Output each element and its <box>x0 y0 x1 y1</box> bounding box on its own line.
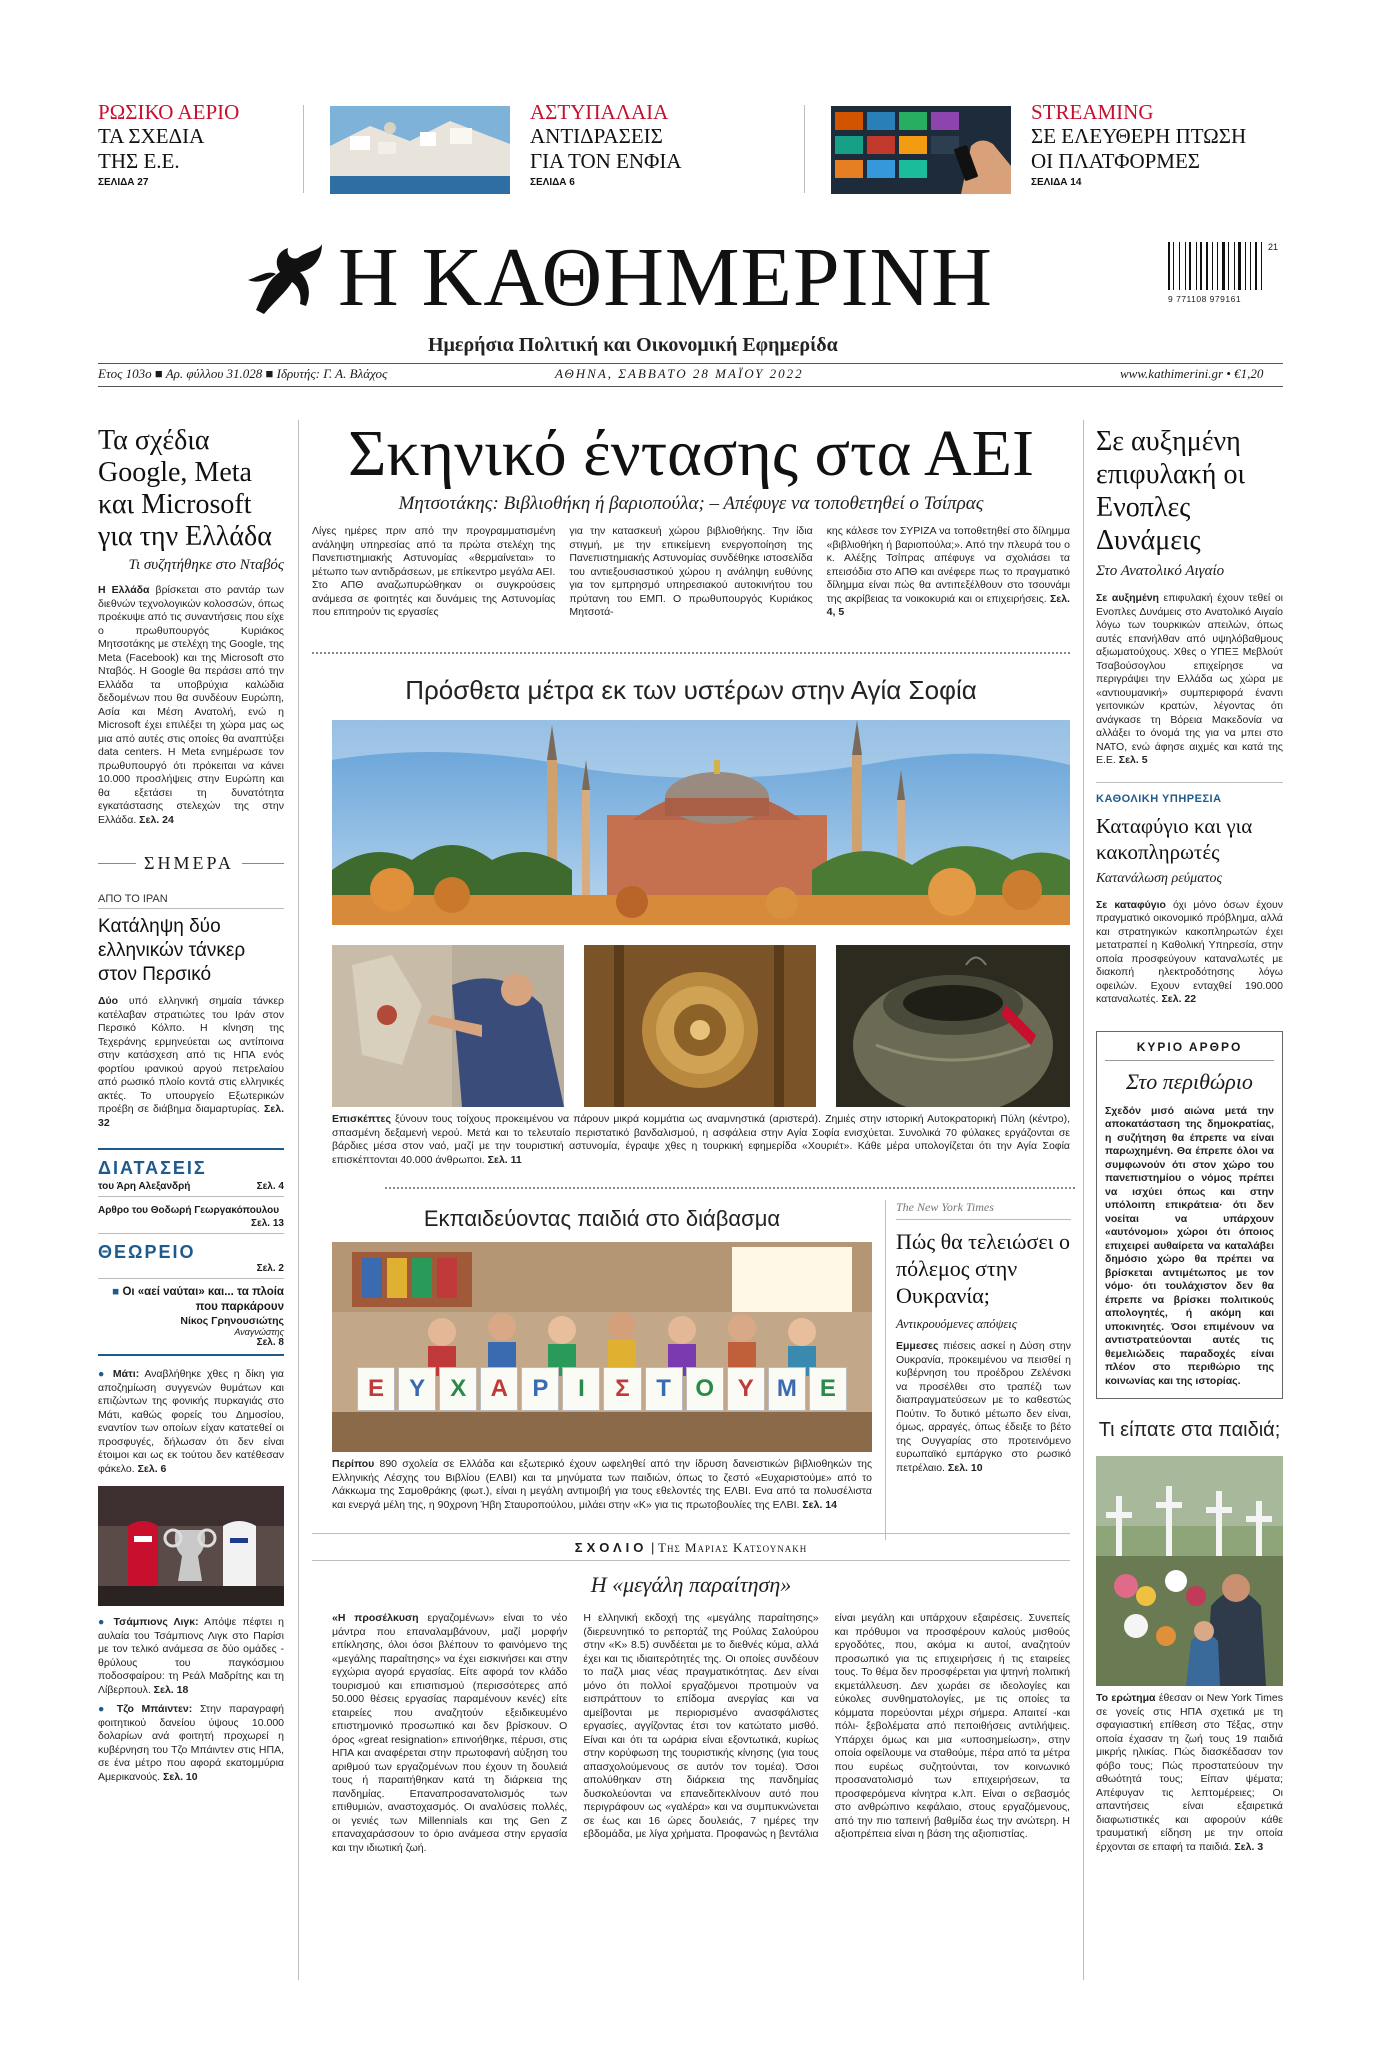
lead-word: Η Ελλάδα <box>98 584 150 596</box>
brief-text: Στην παραγραφή φοιτητικού δανείου ύψους 10.000 δολαρίων ανά φοιτητή προχωρεί η κυβέρνηση του Τζο Μπάιντεν στις ΗΠΑ, σε ένα μέτρο που αφορά εκατομμύρια Αμερικανούς. <box>98 1703 285 1783</box>
service-kicker: ΚΑΘΟΛΙΚΗ ΥΠΗΡΕΣΙΑ <box>1096 792 1222 805</box>
theoreio-author: Νίκος Γρηνουσιώτης <box>180 1315 284 1327</box>
lead-body <box>312 525 1070 620</box>
body-text: υπό ελληνική σημαία τάνκερ κατέλαβαν στρατιώτες του Ιράν στον Περσικό Κόλπο. Η κίνηση της Τεχεράνης ερμηνεύεται ως αντίποινα στην κατάσχεση από τις ΗΠΑ ενός φορτίου ιρανικού αργού πετρελαίου από ρωσικό πλοίο κοντά στις ελληνικές ακτές. Το υπουργείο Εξωτερικών προέβη σε διάβημα διαμαρτυρίας. <box>98 995 284 1115</box>
service-body <box>1096 899 1283 1007</box>
column-body <box>332 1612 1070 1855</box>
column-separator: | <box>647 1540 659 1555</box>
brief-lead: Τσάμπιονς Λιγκ: <box>113 1616 199 1628</box>
column-label: ΣΧΟΛΙΟ <box>574 1540 648 1555</box>
sign-letter: Ε <box>357 1367 395 1411</box>
left-feature-body <box>98 584 284 827</box>
strip-headline: ΑΝΤΙΔΡΑΣΕΙΣ ΓΙΑ ΤΟΝ ΕΝΦΙΑ <box>530 124 682 173</box>
sign-letter: Α <box>480 1367 518 1411</box>
column-col-3: είναι μεγάλη και υπάρχουν εξαιρέσεις. Συνεπείς και πρόθυμοι να προσφέρουν καλούς μισθούς εργοδότες, που, ακόμα κι αυτοί, αναζητούν προσωπικό για τις επιχειρήσεις ή τις εταιρείες τους. Το θέμα δεν προσφέρεται για ψτηνή πολιτική εκμετάλλευση. Δεν χωράει σε ιδεολογίες και εύκολες συνθηματολογίες, με τις οποίες τα κόμματα πορεύονται μέχρι σήμερα. Απαιτεί -και πόλι- ξεβολέματα από πεποιθήσεις αντιλήψεις. Υπάρχει όμως και μια «υποσημείωση», στην οποία οφείλουμε να σταθούμε, πέρα από τα μέτρα που ευρέως συζητούνται, τον κοινωνικό προσανατολισμό των επιχειρήσεων, τα προσφερόμενα κίνητρα κ.λπ. Είναι ο σεβασμός στο ανθρώπινο κεφάλαιο, στους εργαζόμενους, από την πιο ταπεινή βαθμίδα έως την ανώτερη. Η αξιοπρέπεια είναι η βάση της αξιοπιστίας. <box>834 1612 1070 1840</box>
barcode-bar <box>1261 242 1263 290</box>
lead-subhead: Μητσοτάκης: Βιβλιοθήκη ή βαριοπούλα; – Απέφυγε να τοποθετηθεί ο Τσίπρας <box>398 493 984 514</box>
children-headline[interactable]: Εκπαιδεύοντας παιδιά στο διάβασμα <box>423 1206 781 1231</box>
strip-kicker: ΑΣΤΥΠΑΛΑΙΑ <box>530 100 669 124</box>
theoreio-role: Αναγνώστης <box>234 1327 284 1337</box>
lead-word: Σε αυξημένη <box>1096 592 1159 604</box>
barcode-bar <box>1255 242 1257 290</box>
theoreio-headline <box>98 1285 284 1315</box>
today-headline: Κατάληψη δύο ελληνικών τάνκερ στον Περσικό <box>98 916 246 985</box>
today-label: ΣΗΜΕΡΑ <box>136 853 242 874</box>
round-bullet-icon: ● <box>98 1703 117 1715</box>
sign-letter: Υ <box>727 1367 765 1411</box>
editorial-headline: Στο περιθώριο <box>1126 1068 1253 1094</box>
barcode-bar <box>1200 242 1202 290</box>
barcode-bar <box>1245 242 1246 290</box>
page-ref: Σελ. 22 <box>1161 993 1197 1005</box>
barcode-bar <box>1198 242 1199 290</box>
strip-page-ref: ΣΕΛΙΔΑ 14 <box>1031 177 1082 188</box>
barcode-bar <box>1168 242 1170 290</box>
strip-kicker: STREAMING <box>1031 100 1154 124</box>
lead-story[interactable] <box>312 415 1070 620</box>
barcode-bar <box>1242 242 1244 290</box>
strip-headline: ΤΑ ΣΧΕΔΙΑ ΤΗΣ Ε.Ε. <box>98 124 204 173</box>
children-photo[interactable] <box>332 1242 872 1452</box>
masthead-info-right: www.kathimerini.gr • €1,20 <box>1120 366 1264 381</box>
page-ref: Σελ. 24 <box>139 813 174 826</box>
strip-item-russian-gas[interactable] <box>98 100 298 188</box>
barcode-bar <box>1234 242 1235 290</box>
hagia-sophia-main-photo[interactable] <box>332 720 1070 925</box>
barcode-bar <box>1236 242 1237 290</box>
griffin-logo-icon <box>246 240 326 318</box>
right-feature[interactable] <box>1096 425 1283 768</box>
brief-lead: Μάτι: <box>112 1368 140 1380</box>
barcode-bar <box>1247 242 1248 290</box>
today-label-row <box>98 853 284 875</box>
nyt-story[interactable] <box>896 1200 1071 1475</box>
service-story[interactable] <box>1096 793 1283 1007</box>
nyt-body <box>896 1340 1071 1475</box>
theoreio-section[interactable] <box>98 1242 284 1348</box>
children-caption <box>332 1458 872 1512</box>
today-kicker: ΑΠΟ ΤΟ ΙΡΑΝ <box>98 893 284 909</box>
item-page: Σελ. 4 <box>256 1181 284 1192</box>
lead-col-3 <box>827 525 1070 620</box>
sign-letter: Τ <box>645 1367 683 1411</box>
hagia-sophia-caption <box>332 1113 1070 1167</box>
barcode-bars <box>1168 242 1266 290</box>
brief-text: Απόψε πέφτει η αυλαία του Τσάμπιονς Λιγκ στο Παρίσι με τον τελικό ανάμεσα σε δύο ομάδες - θρύλους του παγκόσμιου ποδοσφαίρου: τη Ρεάλ Μαδρίτης και τη Λίβερπουλ. <box>98 1616 284 1696</box>
brief-biden[interactable] <box>98 1703 284 1784</box>
barcode-bar <box>1222 242 1224 290</box>
editorial-box[interactable] <box>1096 1031 1283 1400</box>
barcode-bar <box>1226 242 1227 290</box>
page-ref: Σελ. 10 <box>947 1461 983 1474</box>
lead-word: Εμμεσες <box>896 1340 939 1352</box>
barcode-bar <box>1196 242 1197 290</box>
barcode-bar <box>1185 242 1186 290</box>
sign-letter: Ε <box>809 1367 847 1411</box>
diataseis-section[interactable] <box>98 1158 284 1234</box>
editorial-label: ΚΥΡΙΟ ΑΡΘΡΟ <box>1105 1040 1274 1061</box>
right-feature-headline: Σε αυξημένη επιφυλακή οι Ενοπλες Δυνάμεις <box>1096 426 1245 556</box>
page-ref: Σελ. 14 <box>802 1498 837 1511</box>
top-strip <box>98 100 1283 200</box>
theoreio-headline-text: Οι «αεί ναύται» και... τα πλοία που παρκάρουν <box>122 1286 284 1313</box>
barcode-bar <box>1210 242 1211 290</box>
strip-page-ref: ΣΕΛΙΔΑ 27 <box>98 177 149 188</box>
kids-caption <box>1096 1692 1283 1854</box>
page-ref: Σελ. 4, 5 <box>826 592 1070 618</box>
lead-col-2: για την κατασκευή χώρου βιβλιοθήκης. Την ίδια στιγμή, με την επικείμενη ενεργοποίηση της Πανεπιστημιακής Αστυνομίας συνδέθηκε ιστοσελίδα του αντιεξουσιαστικού χώρου η ανάληψη ευθύνης για τον εμπρησμό υπηρεσιακού αυτοκινήτου του πρύτανη του ΕΜΠ. Ο πρωθυπουργός Κυριάκος Μητσοτά- <box>569 525 813 618</box>
barcode-bar <box>1264 242 1265 290</box>
lead-headline: Σκηνικό έντασης στα ΑΕΙ <box>348 417 1034 490</box>
strip-item-streaming[interactable] <box>1031 100 1291 188</box>
masthead-date: ΑΘΗΝΑ, ΣΑΒΒΑΤΟ 28 ΜΑΪΟΥ 2022 <box>555 366 804 381</box>
lead-word: Το ερώτημα <box>1096 1692 1156 1704</box>
today-story[interactable] <box>98 893 284 1130</box>
sign-letter: Ο <box>686 1367 724 1411</box>
barcode-bar <box>1238 242 1240 290</box>
barcode-bar <box>1206 242 1208 290</box>
barcode-bar <box>1253 242 1254 290</box>
nyt-headline: Πώς θα τελειώσει ο πόλεμος στην Ουκρανία; <box>896 1229 1071 1308</box>
barcode-bar <box>1203 242 1204 290</box>
sign-letter: Ι <box>562 1367 600 1411</box>
kids-headline[interactable]: Τι είπατε στα παιδιά; <box>1098 1419 1281 1441</box>
round-bullet-icon: ● <box>98 1616 114 1628</box>
sign-letter: Μ <box>768 1367 806 1411</box>
masthead-title[interactable]: Η ΚΑΘΗΜΕΡΙΝΗ <box>338 231 993 324</box>
hagia-sophia-wall-photo[interactable] <box>332 945 564 1107</box>
issue-code: 21 <box>1268 242 1279 252</box>
square-bullet-icon: ■ <box>112 1286 123 1298</box>
champions-league-photo[interactable] <box>98 1486 284 1606</box>
caption-text: ξύνουν τους τοίχους προκειμένου να πάρουν μικρά κομμάτια ως αναμνηστικά (αριστερά). Ζημιές στην ιστορική Αυτοκρατορική Πύλη (κέντρο), σπασμένη δεξαμενή νερού. Μετά και το τελευταίο περιστατικό βανδαλισμού, η ασφάλεια στην Αγία Σοφία ενισχύεται. Συνολικά 70 φύλακες εργάζονται σε βάρδιες μέσα στον ναό, μαζί με την τουριστική αστυνομία, έγραψε χθες η τουρκική εφημερίδα «Χουριέτ». Κάθε μέρα υπολογίζεται ότι την Αγία Σοφία επισκέπτονται 40.000 άνθρωποι. <box>332 1113 1070 1166</box>
item-text: Αρθρο του Θοδωρή Γεωργακόπουλου <box>98 1205 280 1216</box>
diataseis-item[interactable] <box>98 1179 284 1197</box>
thank-you-signs <box>357 1367 847 1411</box>
editorial-body: Σχεδόν μισό αιώνα μετά την αποκατάσταση της δημοκρατίας, η συζήτηση θα έπρεπε να είναι παρωχημένη. Θα έπρεπε όλοι να συμφωνούν ότι στον χώρο του πανεπιστημίου ο νόμος πρέπει να ισχύει όπως και στην υπόλοιπη επικράτεια· ότι δεν νοείται να υπάρχουν «αυτόνομοι» χώροι ότι όποιος επιχειρεί αυθαίρετα να καταλάβει δημόσιο χώρο θα πρέπει να βρίσκεται αντιμέτωπος με τον νόμο· ότι τουλάχιστον δεν θα έπρεπε να βρίσκει πολιτικούς απολογητές, ή ακόμη και υποκινητές. Όσοι επιμένουν να αντιστρατεύονται αυτές τις θεμελιώδεις παραδοχές είναι πλέον στο περιθώριο της κοινωνίας και της ιστορίας. <box>1105 1104 1274 1387</box>
service-headline: Καταφύγιο και για κακοπληρωτές <box>1096 813 1253 864</box>
hagia-sophia-gate-photo[interactable] <box>584 945 816 1107</box>
page-ref: Σελ. 18 <box>153 1683 189 1696</box>
barcode-bar <box>1176 242 1178 290</box>
masthead-info-left: Ετος 103ο ■ Αρ. φύλλου 31.028 ■ Ιδρυτής: Γ. Α. Βλάχος <box>98 366 388 381</box>
right-feature-body <box>1096 592 1283 768</box>
page-ref: Σελ. 6 <box>137 1462 167 1475</box>
caption-text: 890 σχολεία σε Ελλάδα και εξωτερικό έχουν ωφεληθεί από την ίδρυση δανειστικών βιβλιοθηκών της Ελληνικής Λέσχης του Βιβλίου (ΕΛΒΙ) και τα μηνύματα των παιδιών, όπως το ζεστό «Ευχαριστούμε» από το Λάκκωμα της Σαμοθράκης (φωτ.), είναι η μεγάλη αντιμοιβή για τους εθελοντές της ΕΛΒΙ. Ενα από τα πολυσέλιστα και ενεργά μέλη της, η 90χρονη Ήβη Σταυροπούλου, μιλάει στην «Κ» για τις πρωτοβουλίες της ΕΛΒΙ. <box>332 1458 872 1511</box>
diataseis-item[interactable] <box>98 1197 284 1218</box>
lead-word: Περίπου <box>332 1458 375 1470</box>
barcode-bar <box>1214 242 1216 290</box>
barcode-bar <box>1231 242 1233 290</box>
brief-lead: Τζο Μπάιντεν: <box>116 1703 193 1715</box>
caption-text: έθεσαν οι New York Times σε γονείς στις ΗΠΑ σχετικά με τη σφαγιαστική επίθεση στο Τέξας, στην οποία έχασαν τη ζωή τους 19 παιδιά μικρής ηλικίας. Πώς διασκέδασαν τον φόβο τους; Πώς προστατεύουν την αθωότητά τους; Είπαν ψέματα; Απέφυγαν τις λεπτομέρειες; Οι απαντήσεις είναι εξαιρετικά διαφωτιστικές και αφορούν κάθε τραυματική είδηση με την οποία έρχονται σε επαφή τα παιδιά. <box>1096 1692 1283 1853</box>
brief-champions-league[interactable] <box>98 1616 284 1697</box>
masthead-subtitle: Ημερήσια Πολιτική και Οικονομική Εφημερίδα <box>428 334 838 356</box>
barcode-bar <box>1219 242 1221 290</box>
lead-col-1: Λίγες ημέρες πριν από την προγραμματισμένη ανάληψη υπηρεσίας από τα πρώτα στελέχη της Πανεπιστημιακής Αστυνομίας «θερμαίνεται» το μέτωπο των αντιδράσεων, με επίκεντρο μεγάλα ΑΕΙ. Στο ΑΠΘ αναζωπυρώθηκαν οι συγκρούσεις ανάμεσα σε φοιτητές και δυνάμεις της Αστυνομίας που επιτηρούν τις εργασίες <box>312 525 556 618</box>
theoreio-label: ΘΕΩΡΕΙΟ <box>98 1242 196 1262</box>
body-text: όχι μόνο όσων έχουν πραγματικό οικονομικό πρόβλημα, αλλά και στρατηγικών κακοπληρωτών έχει μετατραπεί η Καθολική Υπηρεσία, στην οποία προσφεύγουν καταναλωτές με διακοπή ηλεκτροδότησης λόγω οφειλών. Εχουν ενταχθεί 190.000 καταναλωτές. <box>1096 898 1283 1005</box>
hagia-sophia-headline[interactable]: Πρόσθετα μέτρα εκ των υστέρων στην Αγία Σοφία <box>405 675 977 705</box>
barcode-bar <box>1228 242 1229 290</box>
sign-letter: Χ <box>439 1367 477 1411</box>
kids-photo[interactable] <box>1096 1456 1283 1686</box>
left-feature[interactable] <box>98 425 284 827</box>
service-subhead: Κατανάλωση ρεύματος <box>1096 870 1223 886</box>
page-ref: Σελ. 32 <box>98 1103 284 1129</box>
nyt-subhead: Αντικρουόμενες απόψεις <box>896 1317 1017 1331</box>
barcode-bar <box>1173 242 1174 290</box>
barcode-bar <box>1171 242 1172 290</box>
strip-item-astypalaia[interactable] <box>530 100 740 188</box>
strip-photo-astypalaia[interactable] <box>330 106 510 194</box>
lead-word: Σε καταφύγιο <box>1096 898 1166 911</box>
diataseis-label: ΔΙΑΤΑΣΕΙΣ <box>98 1158 207 1178</box>
left-column <box>98 425 284 1784</box>
barcode-bar <box>1187 242 1188 290</box>
strip-photo-streaming[interactable] <box>831 106 1011 194</box>
column-headline[interactable]: Η «μεγάλη παραίτηση» <box>590 1572 792 1597</box>
page-ref: Σελ. 3 <box>1234 1840 1264 1853</box>
theoreio-ref: Σελ. 8 <box>256 1337 284 1348</box>
brief-mati[interactable] <box>98 1368 284 1476</box>
barcode-bar <box>1189 242 1191 290</box>
barcode-bar <box>1179 242 1180 290</box>
body-text: επιφυλακή έχουν τεθεί οι Ενοπλες Δυνάμεις στο Ανατολικό Αιγαίο λόγω των τουρκικών απειλών, όπως αυτές επανήλθαν από υψηλόβαθμους αξιωματούχους. Χθες ο ΥΠΕΞ Μεβλούτ Τσαβούσογλου επιχείρησε να περιγράψει την Ελλάδα ως χώρα με «αντιουμανική» συμπεριφορά έναντι γειτονικών κρατών, λέγοντας ότι ανάγκασε τη Βόρεια Μακεδονία να αλλάξει το όνομά της για να μπει στο ΝΑΤΟ, ενώ άφησε αιχμές και κατά της Ε.Ε. <box>1096 592 1283 766</box>
masthead <box>98 230 1283 375</box>
page-ref: Σελ. 11 <box>487 1153 522 1166</box>
barcode-bar <box>1250 242 1252 290</box>
lead-word: «Η προσέλκυση <box>332 1612 419 1624</box>
body-text: βρίσκεται στο ραντάρ των διεθνών τεχνολογικών κολοσσών, όπως προέκυψε από τις συναντήσεις που είχε ο πρωθυπουργός Κυριάκος Μητσοτάκης με στελέχη της Google, της Meta (Facebook) και της Microsoft στο Νταβός. Η Google θα περάσει από την Ελλάδα τα υποβρύχια καλώδια δεδομένων που θα συνδέουν Ευρώπη, Ασία και Μέση Ανατολή, ενώ η Microsoft έχει επιλέξει τη χώρα μας ως μια από αυτές στις οποίες θα αναπτύξει data centers. Η Meta ενημέρωσε τον πρωθυπουργό ότι πρόκειται να κάνει 10.000 προσλήψεις στην Ευρώπη και θα εξετάσει τη δυνατότητα εγκατάστασης στελεχών της στην Ελλάδα. <box>98 584 284 826</box>
body-text: πιέσεις ασκεί η Δύση στην Ουκρανία, προκειμένου να πεισθεί η κυβέρνηση του προέδρου Ζελένσκι να προσέλθει στο τραπέζι των διαπραγματεύσεων με το καθεστώς Πούτιν. Το δυτικό μέτωπο δεν είναι, όμως, αρραγές, όπως έδειξε το βέτο της Ουγγαρίας στο προτεινόμενο ευρωπαϊκό εμπάργκο στο ρωσικό πετρέλαιο. <box>896 1340 1071 1474</box>
sign-letter: Ρ <box>521 1367 559 1411</box>
barcode-bar <box>1212 242 1213 290</box>
barcode-bar <box>1192 242 1194 290</box>
barcode-bar <box>1217 242 1218 290</box>
left-feature-subhead: Τι συζητήθηκε στο Νταβός <box>128 557 284 573</box>
page-ref: Σελ. 10 <box>162 1770 198 1783</box>
round-bullet-icon: ● <box>98 1368 113 1380</box>
strip-headline: ΣΕ ΕΛΕΥΘΕΡΗ ΠΤΩΣΗ ΟΙ ΠΛΑΤΦΟΡΜΕΣ <box>1031 124 1247 173</box>
strip-page-ref: ΣΕΛΙΔΑ 6 <box>530 177 575 188</box>
column-label-row <box>312 1540 1070 1556</box>
theoreio-page: Σελ. 2 <box>98 1263 284 1279</box>
item-page: Σελ. 13 <box>98 1218 284 1234</box>
barcode-bar <box>1259 242 1260 290</box>
hagia-sophia-jar-photo[interactable] <box>836 945 1070 1107</box>
right-column <box>1096 425 1283 1854</box>
page-ref: Σελ. 5 <box>1118 754 1148 766</box>
body-text: κης κάλεσε τον ΣΥΡΙΖΑ να τοποθετηθεί στο δίλημμα «βιβλιοθήκη ή βαριοπούλα;». Από την πλευρά του ο κ. Αλέξης Τσίπρας απέφυγε να σχολιάσει τα επεισόδια στο ΑΠΘ και ανέφερε πως το πραγματικό δίλημμα είναι πώς θα αντιπεξέλθουν στο τσουνάμι της ακρίβειας τα νοικοκυριά και οι επιχειρήσεις. <box>826 525 1070 605</box>
column-col-2: Η ελληνική εκδοχή της «μεγάλης παραίτησης» (διερευνητικό το ρεπορτάζ της Ρούλας Σαλούρου στην «Κ» 8.5) συνδέεται με το διεθνές κύμα, αλλά έχει και τις ιδιαιτερότητές της. Οι οποίες συνδέουν το παζλ μιας νέας πραγματικότητας. Δεν είναι μόνο ότι πολλοί εργαζόμενοι προτιμούν να εισπράττουν το επίδομα ανεργίας και να αμείβονται με περιορισμένο ανασφάλιστες εργασίες, αγγίζοντας έτσι τον κατώτατο μισθό. Είναι και ότι τα ωράρια είναι εξοντωτικά, κυρίως στην κορύφωση της τουριστικής κίνησης (για τους απασχολούμενους σε αυτόν τον τομέα). Όσοι απολύθηκαν στη διάρκεια της πανδημίας δυσκολεύονται να επανεδιτεκλίνουν αυτό που περιγράφουν ως «γαλέρα» και να συμπυκνώνεται σε έως και 16 ώρες δουλειάς, 7 ημέρες την εβδομάδα, με λίγα χρήματα. Προφανώς η βεντάλια <box>583 1612 819 1840</box>
left-feature-headline: Τα σχέδια Google, Meta και Microsoft για την Ελλάδα <box>98 425 272 552</box>
barcode <box>1168 242 1283 312</box>
item-text: του Άρη Αλεξανδρή <box>98 1181 191 1192</box>
nyt-brand: The New York Times <box>896 1200 1071 1220</box>
sign-letter: Σ <box>603 1367 641 1411</box>
barcode-bar <box>1182 242 1184 290</box>
brief-text: Αναβλήθηκε χθες η δίκη για αποζημίωση συγγενών θυμάτων και επιζώντων της φονικής πυρκαγιάς στο Μάτι, καθώς φορείς του Δημοσίου, εναντίον των οποίων είχαν κατατεθεί οι προσφυγές, δήλωσαν ότι δεν είναι έτοιμοι και ως εκ τούτου δεν κατέθεσαν φάκελο. <box>98 1368 284 1475</box>
today-body <box>98 995 284 1130</box>
right-feature-subhead: Στο Ανατολικό Αιγαίο <box>1096 563 1225 579</box>
body-text: εργαζομένων» είναι το νέο μάντρα που επαναλαμβάνουν, μαζί μορφήν επίκλησης, όλοι όσοι βλέπουν το φαινόμενο της «μεγάλης παραίτησης» να έχει εισκινήσει και στην εγχώρια αγορά εργασίας. Είτε αφορά τον κλάδο τουρισμού και επισιτισμού (περισσότερες από 50.000 θέσεις εργασίας παραμένουν κενές) είτε εταιρείες που αναζητούν εξειδικευμένο επιστημονικό προσωπικό και δεν βρίσκουν. Ο όρος «great resignation» επινοήθηκε, πέρυσι, στις ΗΠΑ και αναφέρεται στην πρωτοφανή αύξηση του αριθμού των εργαζομένων που έχουν τη δουλειά τους ή παραιτήθηκαν κατά τη διάρκεια της πανδημίας. Επαναπροσανατολισμός των επιθυμιών, αναστοχασμός. Οι αναλύσεις πολλές, οι γενιές των Millennials και της Gen Z επαναχαράσσουν το όριο ανάμεσα στην εργασία και την ιδιωτική ζωή. <box>332 1612 568 1854</box>
strip-kicker: ΡΩΣΙΚΟ ΑΕΡΙΟ <box>98 100 240 124</box>
column-author: Της Μαριας Κατσουνακη <box>658 1540 808 1555</box>
column-col-1 <box>332 1612 567 1855</box>
barcode-number: 9 771108 979161 <box>1168 294 1242 304</box>
lead-word: Δύο <box>98 995 119 1007</box>
lead-word: Επισκέπτες <box>332 1113 391 1125</box>
sign-letter: Υ <box>398 1367 436 1411</box>
